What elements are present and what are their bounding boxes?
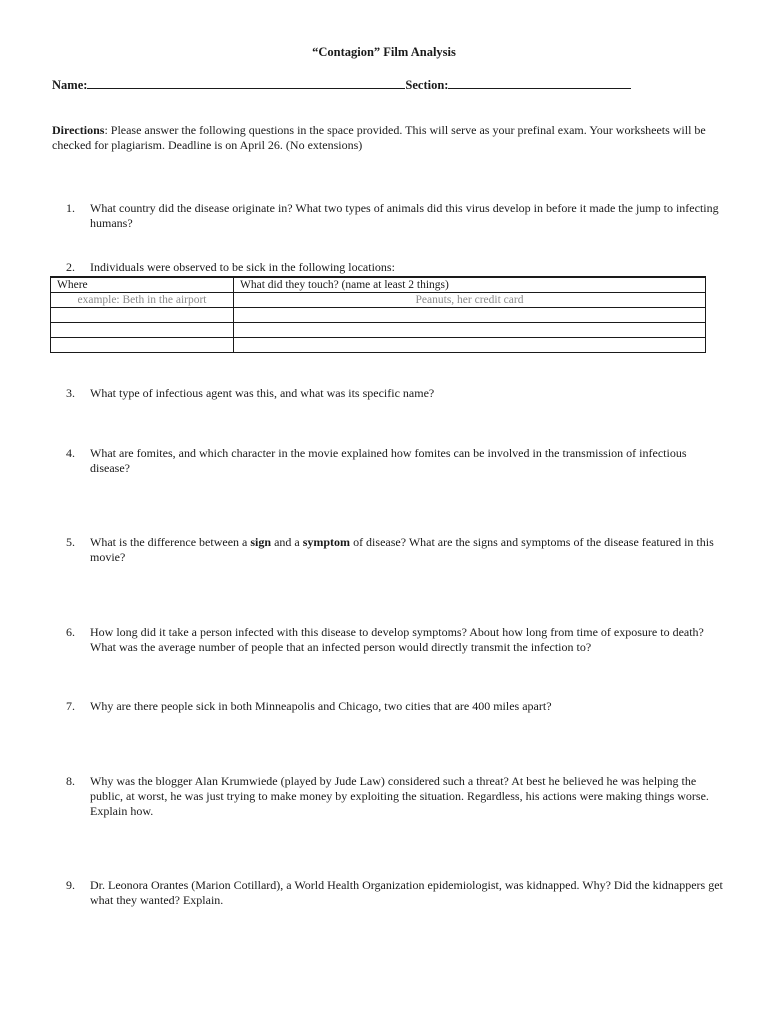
question-number: 9.	[66, 878, 75, 892]
question-text-part: and a	[271, 535, 303, 549]
question-text: Why was the blogger Alan Krumwiede (played by Jude Law) considered such a threat? At best he believed he was helping the public, at worst, he was just trying to make money by exploiting the situation. Regardless, his actions were making things worse. Explain how.	[90, 774, 709, 818]
section-blank-line[interactable]	[448, 76, 631, 89]
question-text-part: of disease? What are the signs and symptoms of the disease featured in this movie?	[90, 535, 714, 564]
question-text: What country did the disease originate in? What two types of animals did this virus develop in before it made the jump to infecting humans?	[90, 201, 719, 230]
question-3	[66, 386, 726, 401]
question-text	[90, 535, 726, 565]
question-number: 6.	[66, 625, 75, 639]
table-header-where: Where	[51, 277, 234, 293]
table-cell-example-touch: Peanuts, her credit card	[234, 293, 706, 308]
table-row	[51, 338, 706, 353]
table-header-row	[51, 277, 706, 293]
question-2	[66, 260, 726, 275]
table-cell-blank[interactable]	[234, 323, 706, 338]
name-label: Name:	[52, 78, 88, 92]
question-text: Dr. Leonora Orantes (Marion Cotillard), a World Health Organization epidemiologist, was kidnapped. Why? Did the kidnappers get what they wanted? Explain.	[90, 878, 723, 907]
locations-table	[50, 276, 706, 353]
term-sign: sign	[250, 535, 272, 549]
table-row	[51, 323, 706, 338]
table-cell-blank[interactable]	[51, 323, 234, 338]
directions-label: Directions	[52, 123, 105, 137]
question-number: 1.	[66, 201, 75, 215]
question-number: 2.	[66, 260, 75, 274]
question-number: 8.	[66, 774, 75, 788]
table-cell-blank[interactable]	[234, 338, 706, 353]
question-7	[66, 699, 726, 714]
table-cell-blank[interactable]	[51, 308, 234, 323]
question-8	[66, 774, 726, 819]
question-1	[66, 201, 726, 231]
question-6	[66, 625, 726, 655]
term-symptom: symptom	[302, 535, 351, 549]
question-text-part: What is the difference between a	[90, 535, 251, 549]
table-cell-blank[interactable]	[234, 308, 706, 323]
question-text: What are fomites, and which character in the movie explained how fomites can be involved in the transmission of infectious disease?	[90, 446, 687, 475]
name-blank-line[interactable]	[87, 76, 405, 89]
section-label: Section:	[405, 78, 449, 92]
question-5	[66, 535, 726, 565]
table-row	[51, 293, 706, 308]
question-text: Why are there people sick in both Minneapolis and Chicago, two cities that are 400 miles apart?	[90, 699, 552, 713]
table-cell-example-where: example: Beth in the airport	[51, 293, 234, 308]
table-row	[51, 308, 706, 323]
question-4	[66, 446, 726, 476]
document-title: “Contagion” Film Analysis	[312, 45, 456, 59]
directions-paragraph	[52, 123, 724, 153]
name-section-row	[52, 76, 631, 93]
question-number: 7.	[66, 699, 75, 713]
question-text: What type of infectious agent was this, and what was its specific name?	[90, 386, 435, 400]
question-9	[66, 878, 726, 908]
table-cell-blank[interactable]	[51, 338, 234, 353]
question-text: How long did it take a person infected with this disease to develop symptoms? About how long from time of exposure to death? What was the average number of people that an infected person would directly transmit the infection to?	[90, 625, 704, 654]
question-number: 5.	[66, 535, 75, 549]
question-text: Individuals were observed to be sick in the following locations:	[90, 260, 395, 274]
directions-text: : Please answer the following questions in the space provided. This will serve as your prefinal exam. Your worksheets will be checked for plagiarism. Deadline is on April 26. (No extensions)	[52, 123, 706, 152]
question-number: 3.	[66, 386, 75, 400]
question-number: 4.	[66, 446, 75, 460]
table-header-touch: What did they touch? (name at least 2 things)	[234, 277, 706, 293]
